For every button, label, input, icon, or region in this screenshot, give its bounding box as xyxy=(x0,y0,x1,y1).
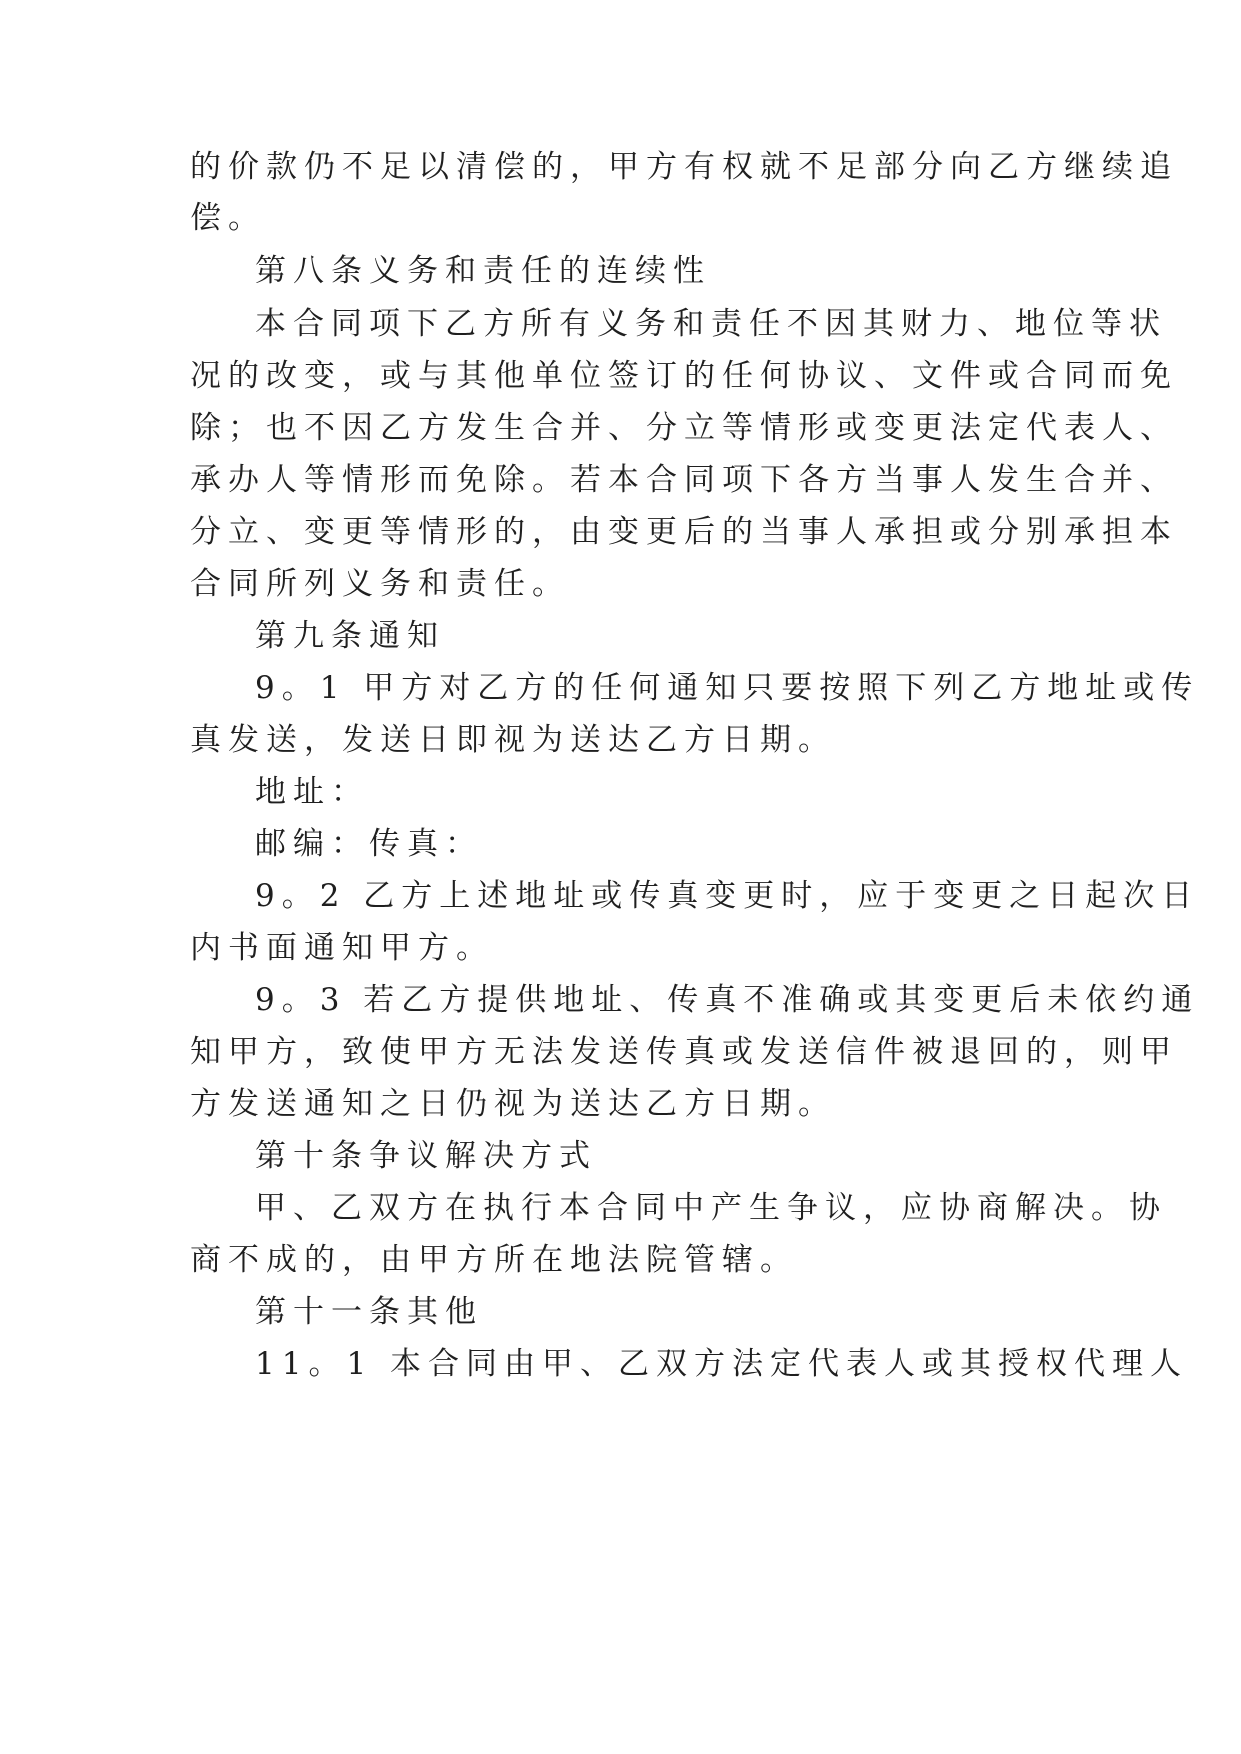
section-heading: 第十一条其他 xyxy=(255,1294,483,1330)
paragraph-line: 9。3 若乙方提供地址、传真不准确或其变更后未依约通 xyxy=(255,982,1200,1018)
paragraph-line: 承办人等情形而免除。若本合同项下各方当事人发生合并、 xyxy=(190,462,1178,498)
paragraph-line: 除；也不因乙方发生合并、分立等情形或变更法定代表人、 xyxy=(190,410,1178,446)
section-heading: 第十条争议解决方式 xyxy=(255,1138,597,1174)
section-heading: 第九条通知 xyxy=(255,618,445,654)
paragraph-line: 的价款仍不足以清偿的，甲方有权就不足部分向乙方继续追 xyxy=(190,149,1178,185)
paragraph-line: 知甲方，致使甲方无法发送传真或发送信件被退回的，则甲 xyxy=(190,1034,1178,1070)
paragraph-line: 商不成的，由甲方所在地法院管辖。 xyxy=(190,1242,798,1278)
paragraph-line: 9。2 乙方上述地址或传真变更时，应于变更之日起次日 xyxy=(255,878,1200,914)
paragraph-line: 方发送通知之日仍视为送达乙方日期。 xyxy=(190,1086,836,1122)
paragraph-line: 偿。 xyxy=(190,200,266,236)
address-label: 地址： xyxy=(255,774,369,810)
paragraph-line: 本合同项下乙方所有义务和责任不因其财力、地位等状 xyxy=(255,306,1167,342)
paragraph-line: 甲、乙双方在执行本合同中产生争议，应协商解决。协 xyxy=(255,1190,1167,1226)
paragraph-line: 分立、变更等情形的，由变更后的当事人承担或分别承担本 xyxy=(190,514,1178,550)
paragraph-line: 11。1 本合同由甲、乙双方法定代表人或其授权代理人 xyxy=(255,1346,1189,1382)
paragraph-line: 内书面通知甲方。 xyxy=(190,930,494,966)
postcode-fax-label: 邮编：传真： xyxy=(255,826,483,862)
paragraph-line: 9。1 甲方对乙方的任何通知只要按照下列乙方地址或传 xyxy=(255,670,1200,706)
paragraph-line: 真发送，发送日即视为送达乙方日期。 xyxy=(190,722,836,758)
paragraph-line: 合同所列义务和责任。 xyxy=(190,566,570,602)
paragraph-line: 况的改变，或与其他单位签订的任何协议、文件或合同而免 xyxy=(190,358,1178,394)
section-heading: 第八条义务和责任的连续性 xyxy=(255,253,711,289)
